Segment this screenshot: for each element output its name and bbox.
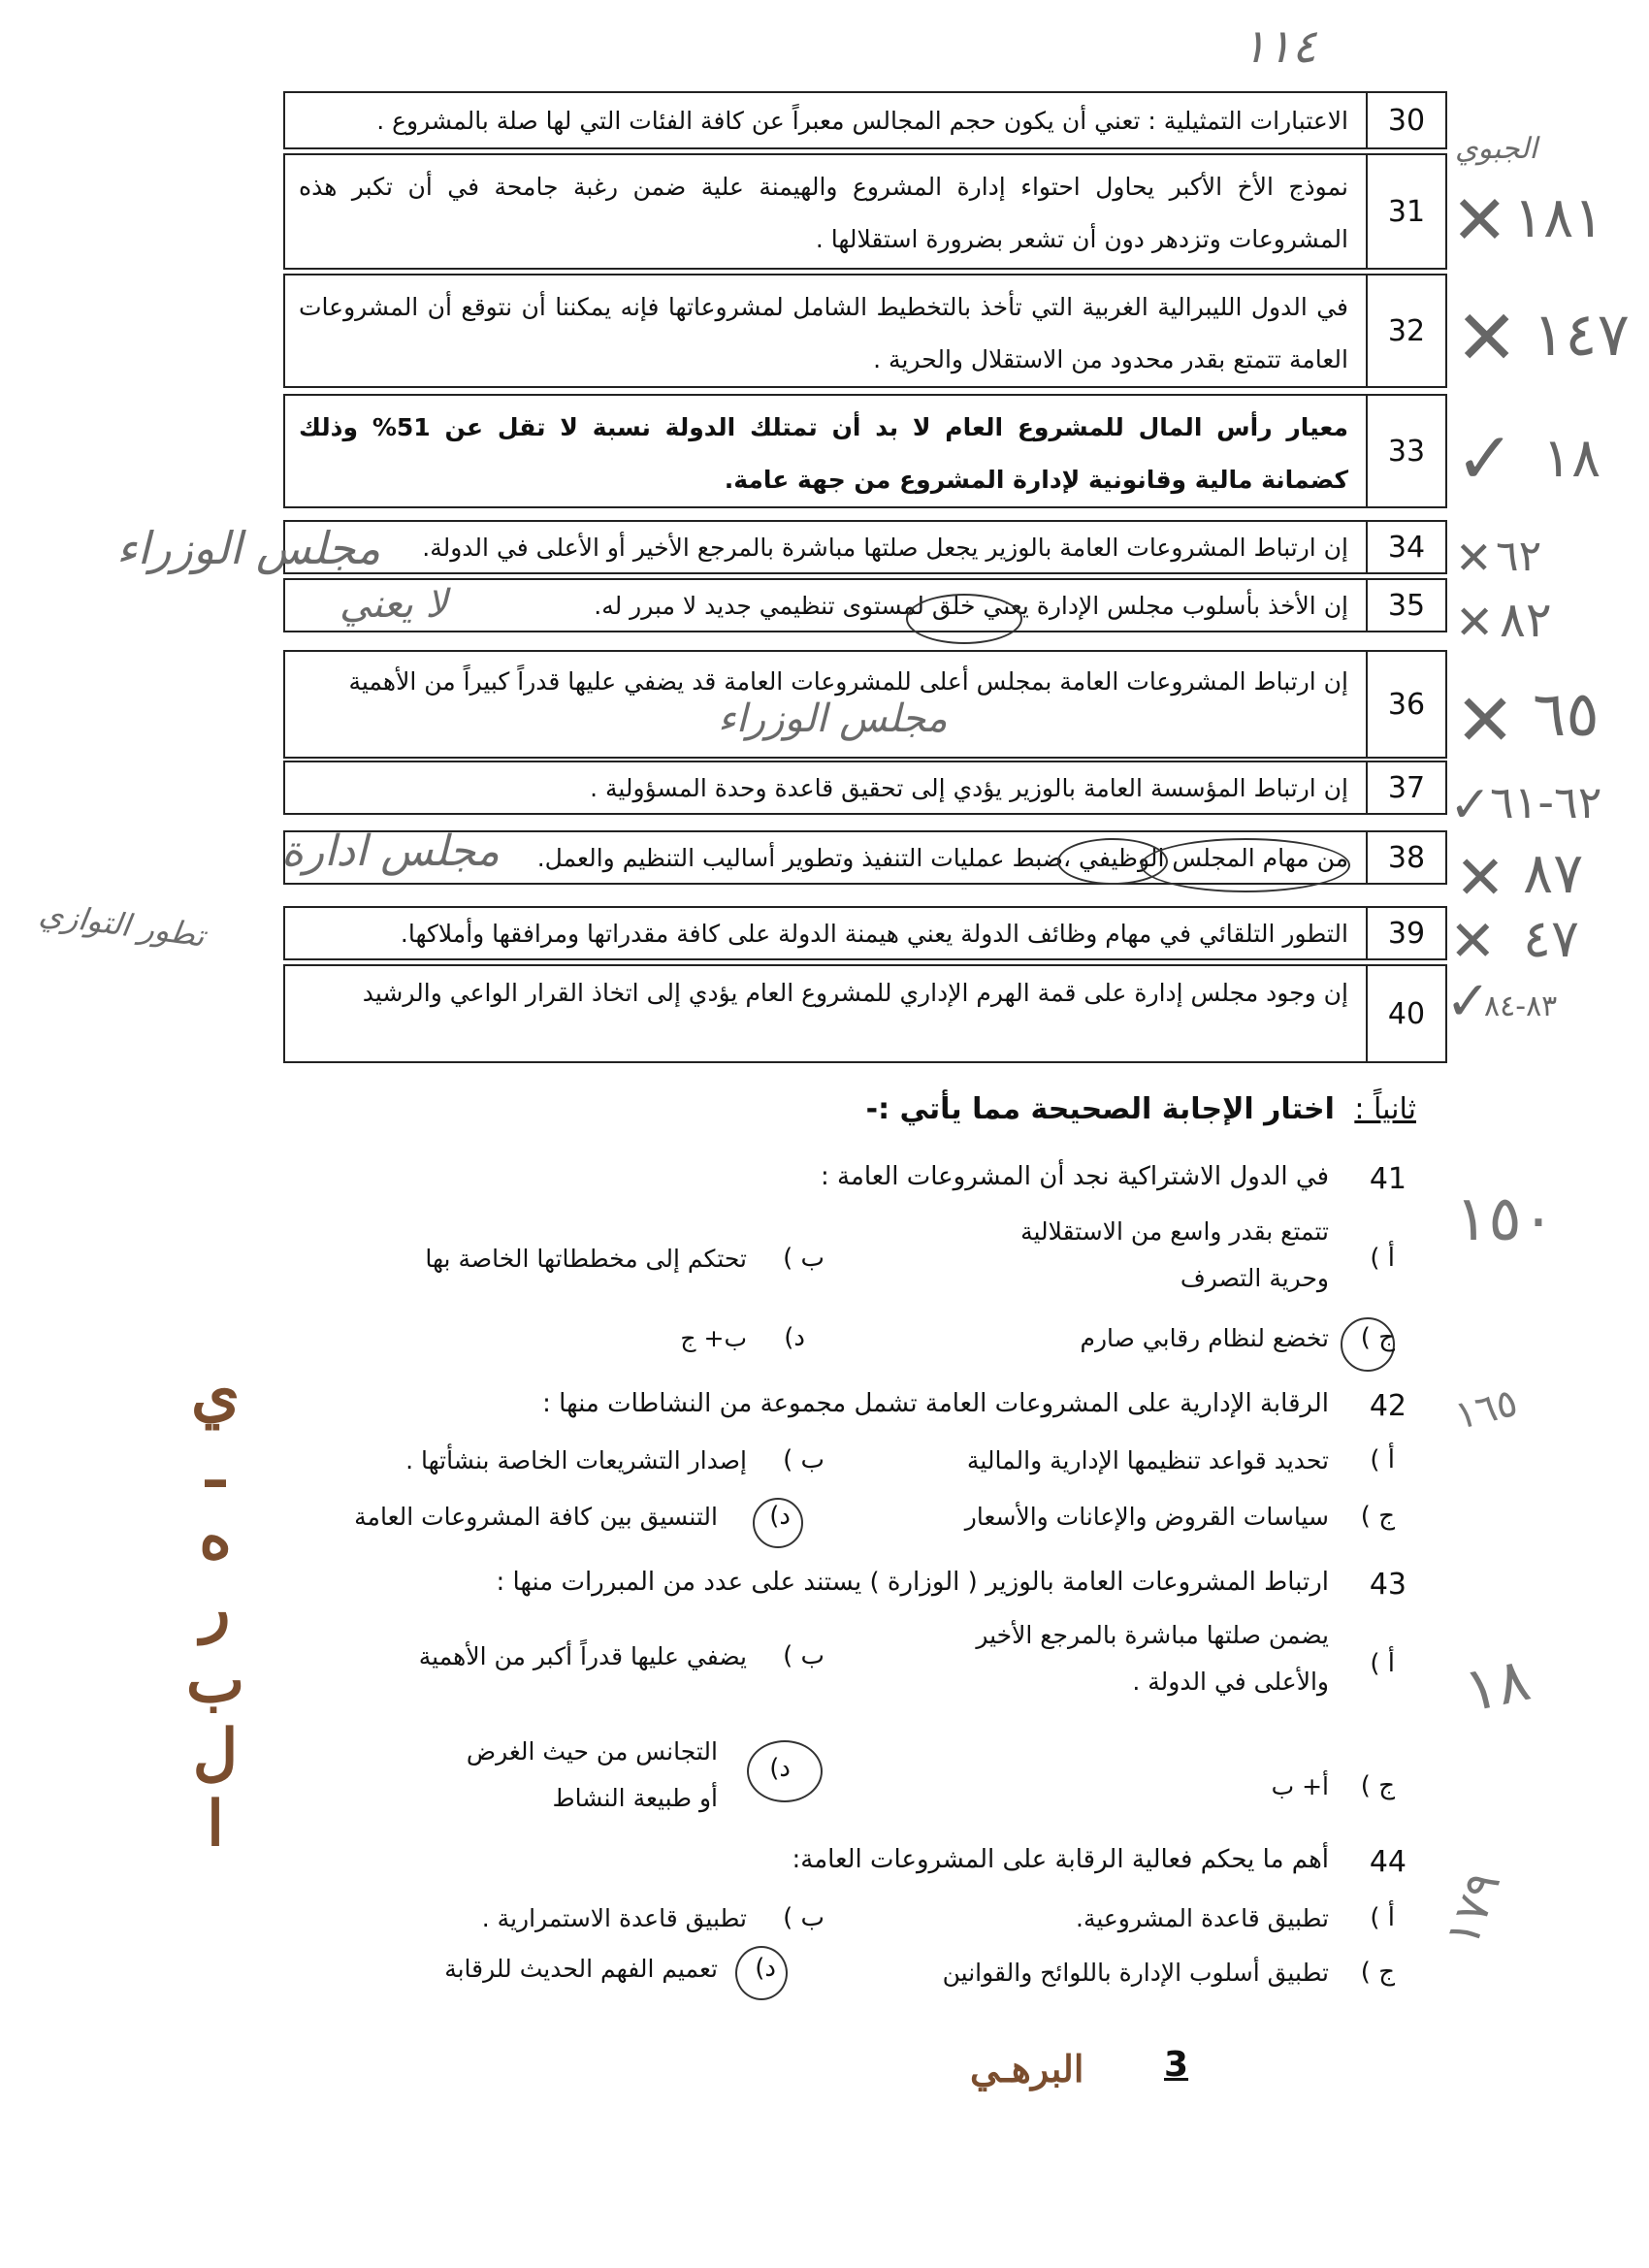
row-number: 30	[1366, 93, 1445, 147]
question-stem: الرقابة الإدارية على المشروعات العامة تشمل مجموعة من النشاطات منها :	[542, 1389, 1329, 1418]
option-b: تطبيق قاعدة الاستمرارية .	[481, 1904, 747, 1932]
table-row	[283, 274, 1447, 388]
row-statement: إن ارتباط المشروعات العامة بالوزير يجعل صلتها مباشرة بالمرجع الأخير أو الأعلى في الدولة.	[422, 534, 1348, 562]
question-stem: ارتباط المشروعات العامة بالوزير ( الوزارة ) يستند على عدد من المبررات منها :	[496, 1568, 1329, 1597]
word-circle	[1141, 838, 1350, 892]
handwritten-note: ٦٢-٦١	[1490, 776, 1602, 828]
cross-mark-icon: ✕	[1455, 532, 1493, 584]
handwritten-note: ٨٢	[1500, 592, 1552, 648]
table-row	[283, 394, 1447, 508]
table-row	[283, 520, 1447, 574]
option-a: تطبيق قاعدة المشروعية.	[1076, 1904, 1329, 1932]
option-a: تحديد قواعد تنظيمها الإدارية والمالية	[966, 1446, 1329, 1474]
question-stem: في الدول الاشتراكية نجد أن المشروعات العامة :	[820, 1162, 1329, 1191]
option-c: أ+ ب	[1271, 1772, 1329, 1800]
cross-mark-icon: ✕	[1455, 596, 1495, 650]
question-number: 43	[1369, 1568, 1406, 1602]
option-c: سياسات القروض والإعانات والأسعار	[964, 1503, 1329, 1531]
handwritten-note: مجلس الوزراء	[718, 697, 948, 741]
table-row	[283, 761, 1447, 815]
option-letter-b: ب )	[783, 1445, 824, 1474]
row-statement: من مهام المجلس الوظيفي ،ضبط عمليات التنفيذ وتطوير أساليب التنظيم والعمل.	[536, 844, 1348, 872]
handwritten-note: ٤٧	[1523, 908, 1580, 969]
row-number: 40	[1366, 966, 1445, 1061]
handwritten-note: ١٥٠	[1455, 1183, 1556, 1255]
table-row	[283, 964, 1447, 1063]
row-statement: في الدول الليبرالية الغربية التي تأخذ بالتخطيط الشامل لمشروعاتها فإنه يمكننا أن نتوقع أن المشروعات العامة تتمتع بقدر محدود من الاستقلال والحرية .	[299, 293, 1348, 373]
option-letter-c: ج )	[1360, 1323, 1395, 1352]
handwritten-note: ٨٣-٨٤	[1484, 989, 1558, 1023]
check-mark-icon: ✓	[1445, 970, 1491, 1033]
option-letter-a: أ )	[1370, 1649, 1395, 1678]
handwritten-note: ١٨	[1458, 1642, 1536, 1727]
handwritten-note: ١٧٩	[1435, 1864, 1512, 1954]
row-number: 36	[1366, 652, 1445, 757]
row-statement: إن وجود مجلس إدارة على قمة الهرم الإداري للمشروع العام يؤدي إلى اتخاذ القرار الواعي والرشيد	[362, 979, 1348, 1007]
check-mark-icon: ✓	[1455, 417, 1516, 501]
row-number: 31	[1366, 155, 1445, 268]
option-d: التجانس من حيث الغرض أو طبيعة النشاط	[466, 1737, 718, 1812]
option-letter-c: ج )	[1360, 1771, 1395, 1800]
handwritten-note: مجلس الوزراء	[116, 522, 381, 574]
row-statement: التطور التلقائي في مهام وظائف الدولة يعني هيمنة الدولة على كافة مقدراتها ومرافقها وأملاكها.	[400, 920, 1348, 948]
row-statement: إن ارتباط المشروعات العامة بمجلس أعلى للمشروعات العامة قد يضفي عليها قدراً كبيراً من الأهمية	[348, 667, 1348, 696]
cross-mark-icon: ✕	[1455, 679, 1516, 762]
option-a: يضمن صلتها مباشرة بالمرجع الأخير والأعلى في الدولة .	[976, 1621, 1329, 1696]
option-letter-b: ب )	[783, 1244, 824, 1273]
table-row	[283, 906, 1447, 960]
row-statement: الاعتبارات التمثيلية : تعني أن يكون حجم المجالس معبراً عن كافة الفئات التي لها صلة بالمشروع .	[376, 107, 1348, 135]
handwritten-note: مجلس ادارة	[281, 826, 500, 876]
option-b: يضفي عليها قدراً أكبر من الأهمية	[418, 1642, 747, 1670]
footer-stamp: البرهـي	[970, 2047, 1084, 2090]
option-d: التنسيق بين كافة المشروعات العامة	[354, 1503, 718, 1531]
handwritten-note: ١٨١	[1513, 184, 1604, 250]
option-letter-b: ب )	[783, 1903, 824, 1932]
option-letter-a: أ )	[1370, 1244, 1395, 1273]
option-a: تتمتع بقدر واسع من الاستقلالية وحرية التصرف	[1020, 1217, 1329, 1292]
handwritten-note: ٦٢	[1496, 532, 1542, 581]
row-statement: معيار رأس المال للمشروع العام لا بد أن تمتلك الدولة نسبة لا تقل عن 51% وذلك كضمانة مالية وقانونية لإدارة المشروع من جهة عامة.	[299, 413, 1348, 494]
question-number: 41	[1369, 1162, 1406, 1196]
table-row	[283, 153, 1447, 270]
section-title	[866, 1092, 1416, 1126]
section-prefix: ثانياً :	[1354, 1092, 1416, 1126]
row-number: 34	[1366, 522, 1445, 572]
row-number: 32	[1366, 275, 1445, 386]
row-statement: إن الأخذ بأسلوب مجلس الإدارة يعني خلق لمستوى تنظيمي جديد لا مبرر له.	[594, 592, 1348, 620]
option-letter-d: د)	[769, 1754, 791, 1783]
option-letter-c: ج )	[1360, 1958, 1395, 1987]
option-letter-d: د)	[755, 1954, 776, 1983]
stamp-logo: البرهـي	[179, 1358, 252, 1861]
handwritten-note: ٨٧	[1523, 840, 1584, 906]
table-row	[283, 91, 1447, 149]
option-b: تحتكم إلى مخططاتها الخاصة بها	[425, 1245, 747, 1273]
check-mark-icon: ✓	[1449, 776, 1492, 834]
option-letter-a: أ )	[1370, 1445, 1395, 1474]
option-d: ب+ ج	[680, 1324, 747, 1352]
option-letter-d: د)	[769, 1502, 791, 1531]
handwritten-note: ١١٤	[1242, 19, 1317, 74]
row-number: 35	[1366, 580, 1445, 631]
question-number: 42	[1369, 1389, 1406, 1423]
option-letter-a: أ )	[1370, 1903, 1395, 1932]
section-heading: اختار الإجابة الصحيحة مما يأتي :-	[865, 1092, 1335, 1126]
row-number: 33	[1366, 396, 1445, 506]
row-number: 39	[1366, 908, 1445, 958]
cross-mark-icon: ✕	[1451, 180, 1508, 260]
handwritten-note: ١٨	[1542, 427, 1601, 490]
row-statement: إن ارتباط المؤسسة العامة بالوزير يؤدي إلى تحقيق قاعدة وحدة المسؤولية .	[590, 774, 1348, 802]
cross-mark-icon: ✕	[1455, 842, 1505, 913]
option-letter-b: ب )	[783, 1641, 824, 1670]
row-statement: نموذج الأخ الأكبر يحاول احتواء إدارة المشروع والهيمنة علية ضمن رغبة جامحة في أن تكبر هذه المشروعات وتزدهر دون أن تشعر بضرورة استقلالها .	[299, 173, 1348, 253]
handwritten-note: تطور التوازي	[37, 894, 208, 955]
row-number: 38	[1366, 832, 1445, 883]
handwritten-note: ١٤٧	[1533, 299, 1630, 370]
question-number: 44	[1369, 1845, 1406, 1879]
row-number: 37	[1366, 762, 1445, 813]
cross-mark-icon: ✕	[1455, 295, 1519, 382]
handwritten-note: ١٦٥	[1450, 1379, 1523, 1440]
table-row	[283, 578, 1447, 632]
option-d: تعميم الفهم الحديث للرقابة	[444, 1955, 718, 1983]
option-b: إصدار التشريعات الخاصة بنشأتها .	[405, 1446, 747, 1474]
option-letter-c: ج )	[1360, 1502, 1395, 1531]
handwritten-note: لا يعني	[340, 582, 448, 627]
question-stem: أهم ما يحكم فعالية الرقابة على المشروعات العامة:	[792, 1845, 1329, 1874]
word-circle	[906, 594, 1022, 644]
handwritten-note: ٦٥	[1533, 679, 1600, 751]
cross-mark-icon: ✕	[1449, 908, 1497, 974]
page-number: 3	[1164, 2045, 1189, 2085]
handwritten-note: الجبوي	[1455, 132, 1537, 166]
option-letter-d: د)	[784, 1323, 805, 1352]
option-c: تطبيق أسلوب الإدارة باللوائح والقوانين	[942, 1959, 1329, 1987]
option-c: تخضع لنظام رقابي صارم	[1080, 1324, 1329, 1352]
